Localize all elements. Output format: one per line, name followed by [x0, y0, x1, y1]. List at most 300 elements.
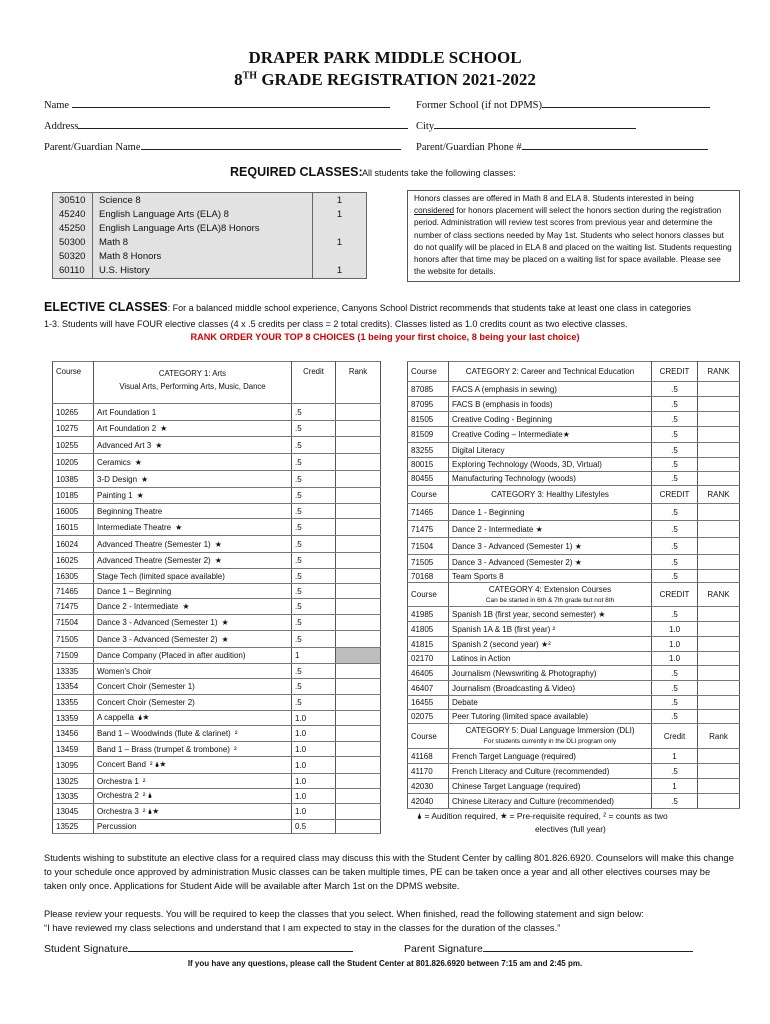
course-credit: .5 [652, 607, 698, 622]
category5-rank: Rank [698, 724, 740, 749]
course-code: 71505 [53, 631, 94, 648]
course-name-text: Concert Band [97, 760, 146, 769]
course-code: 13025 [53, 774, 94, 789]
table-row [53, 569, 381, 584]
course-credit: .5 [652, 666, 698, 681]
rank-input[interactable] [336, 804, 381, 820]
table-row [53, 726, 381, 742]
course-name: Journalism (Newswriting & Photography) [449, 666, 652, 681]
course-credit: .5 [292, 437, 336, 454]
rank-input[interactable] [698, 652, 740, 666]
city-field[interactable] [416, 121, 636, 132]
course-credit: 1.0 [292, 789, 336, 804]
course-marks: ² 🌢★ [142, 806, 159, 816]
rank-input[interactable] [698, 538, 740, 555]
table-row [408, 427, 740, 443]
category3-course: Course [408, 486, 449, 504]
course-name-text: Orchestra 3 [97, 806, 139, 816]
right-col-credit: CREDIT [652, 362, 698, 382]
required-credits-cell [313, 193, 367, 279]
course-credit: .5 [292, 695, 336, 711]
elective-heading: ELECTIVE CLASSES [44, 300, 168, 314]
table-row [53, 615, 381, 631]
parent-name-field[interactable] [44, 142, 401, 153]
review-instruction: Please review your requests. You will be required to keep the classes that you select. When finished, read the following statement and sign below: [44, 909, 644, 919]
table-row [53, 774, 381, 789]
course-credit: 1.0 [292, 804, 336, 820]
elective-line2: 1-3. Students will have FOUR elective classes (4 x .5 credits per class = 2 total credits). Classes listed as 1.0 credits count as two elective classes. [44, 319, 628, 329]
table-row [408, 412, 740, 427]
table-row [408, 521, 740, 538]
required-credit: 1 [336, 265, 343, 276]
course-name-text: Orchestra 1 [97, 776, 139, 786]
table-row [53, 820, 381, 834]
category5-header-title: CATEGORY 5: Dual Language Immersion (DLI) [465, 726, 635, 735]
course-marks: ² 🌢★ [149, 760, 167, 769]
table-row [53, 664, 381, 679]
honors-note-text: Honors classes are offered in Math 8 and ELA 8. Students interested in being [414, 194, 694, 203]
category4-header [449, 583, 652, 607]
rank-input[interactable] [336, 664, 381, 679]
legend-prerequisite: ★ = Pre-requisite required, [500, 811, 601, 821]
required-code: 50320 [59, 251, 86, 262]
course-credit: .5 [292, 584, 336, 599]
table-row [53, 584, 381, 599]
course-credit: 1.0 [652, 622, 698, 637]
course-name: Exploring Technology (Woods, 3D, Virtual) [449, 458, 652, 472]
course-code: 41815 [408, 637, 449, 652]
course-name [94, 664, 292, 679]
required-code: 45250 [59, 223, 86, 234]
course-marks: ² [233, 744, 237, 754]
name-label: Name [44, 100, 70, 111]
category5-header [449, 724, 652, 749]
course-code: 13456 [53, 726, 94, 742]
category1-title: CATEGORY 1: Arts [158, 369, 227, 378]
rank-input[interactable] [698, 607, 740, 622]
course-name [94, 695, 292, 711]
course-code: 81505 [408, 412, 449, 427]
student-signature-label: Student Signature [44, 943, 129, 955]
course-code: 02075 [408, 710, 449, 724]
course-name: Creative Coding - Beginning [449, 412, 652, 427]
course-credit: 1 [652, 749, 698, 764]
rank-input[interactable] [698, 504, 740, 521]
table-row [408, 794, 740, 809]
course-name-text: Painting 1 [97, 491, 133, 500]
course-credit: .5 [652, 794, 698, 809]
rank-input[interactable] [336, 789, 381, 804]
table-row [53, 454, 381, 471]
category-header-row [408, 486, 740, 504]
rank-input[interactable] [698, 412, 740, 427]
course-code: 46407 [408, 681, 449, 696]
rank-input[interactable] [698, 555, 740, 570]
course-code: 42040 [408, 794, 449, 809]
course-marks: ★ [136, 491, 144, 500]
course-marks: ★ [221, 618, 229, 627]
course-code: 71504 [53, 615, 94, 631]
course-name [94, 488, 292, 504]
rank-input[interactable] [336, 615, 381, 631]
table-row [408, 764, 740, 779]
parent-signature-label: Parent Signature [404, 943, 483, 955]
rank-input[interactable] [698, 458, 740, 472]
course-credit: 1.0 [652, 637, 698, 652]
course-name: French Literacy and Culture (recommended) [449, 764, 652, 779]
rank-input[interactable] [698, 749, 740, 764]
course-code: 13459 [53, 742, 94, 757]
course-code: 10385 [53, 471, 94, 488]
category5-course: Course [408, 724, 449, 749]
parent-phone-label: Parent/Guardian Phone # [416, 142, 522, 153]
left-col-rank: Rank [336, 362, 381, 404]
course-name: Digital Literacy [449, 443, 652, 458]
left-col-credit: Credit [292, 362, 336, 404]
category5-header-subtitle: For students currently in the DLI program only [483, 738, 617, 745]
course-code: 16015 [53, 519, 94, 536]
address-field[interactable] [44, 121, 408, 132]
course-name-text: Concert Choir (Semester 2) [97, 698, 195, 707]
course-name [94, 471, 292, 488]
rank-input[interactable] [698, 681, 740, 696]
category4-course: Course [408, 583, 449, 607]
course-name: French Target Language (required) [449, 749, 652, 764]
course-name-text: Percussion [97, 822, 137, 831]
course-code: 13354 [53, 679, 94, 695]
course-name [94, 599, 292, 615]
category4-header-subtitle: Can be started in 6th & 7th grade but not 8th [485, 596, 615, 604]
course-name: Dance 2 - Intermediate ★ [449, 521, 652, 538]
rank-input[interactable] [698, 472, 740, 486]
course-code: 41168 [408, 749, 449, 764]
course-marks: ★ [214, 539, 222, 549]
city-label: City [416, 121, 435, 132]
course-name-text: Dance 3 - Advanced (Semester 2) [97, 634, 218, 644]
course-name: Dance 3 - Advanced (Semester 1) ★ [449, 538, 652, 555]
course-name: Latinos in Action [449, 652, 652, 666]
required-heading: REQUIRED CLASSES: [230, 165, 363, 179]
required-classes-table [52, 192, 367, 279]
course-name-text: Advanced Art 3 [97, 440, 152, 450]
categories-2-5-table [407, 361, 740, 809]
required-credit: 1 [336, 209, 343, 220]
rank-input[interactable] [336, 584, 381, 599]
course-code: 71465 [53, 584, 94, 599]
course-code: 13335 [53, 664, 94, 679]
course-name [94, 757, 292, 774]
required-credit [319, 250, 360, 264]
course-marks: 🌢★ [137, 713, 150, 722]
course-code: 71475 [408, 521, 449, 538]
rank-input[interactable] [698, 427, 740, 443]
course-marks: ★ [175, 522, 183, 532]
course-credit: .5 [652, 472, 698, 486]
category-header-row [408, 362, 740, 382]
course-name: Spanish 1A & 1B (first year) ² [449, 622, 652, 637]
table-row [53, 695, 381, 711]
table-row [53, 404, 381, 421]
course-code: 80455 [408, 472, 449, 486]
rank-input[interactable] [336, 631, 381, 648]
rank-input[interactable] [336, 437, 381, 454]
course-code: 42030 [408, 779, 449, 794]
rank-input[interactable] [698, 443, 740, 458]
course-code: 13355 [53, 695, 94, 711]
course-code: 16455 [408, 696, 449, 710]
table-row [53, 421, 381, 437]
course-code: 41170 [408, 764, 449, 779]
table-row [53, 536, 381, 553]
course-credit: .5 [292, 536, 336, 553]
course-name: Debate [449, 696, 652, 710]
required-code: 60110 [59, 265, 85, 276]
course-credit: .5 [292, 553, 336, 569]
course-name: Spanish 1B (first year, second semester) ★ [449, 607, 652, 622]
course-name: Journalism (Broadcasting & Video) [449, 681, 652, 696]
course-name [94, 504, 292, 519]
rank-input[interactable] [336, 488, 381, 504]
rank-input[interactable] [698, 710, 740, 724]
table-row [408, 472, 740, 486]
rank-input[interactable] [336, 599, 381, 615]
course-credit: .5 [652, 710, 698, 724]
rank-input[interactable] [336, 679, 381, 695]
rank-input[interactable] [698, 696, 740, 710]
course-name [94, 711, 292, 726]
course-code: 71465 [408, 504, 449, 521]
legend-audition: 🌢 = Audition required, [417, 811, 498, 821]
rank-input[interactable] [336, 471, 381, 488]
course-code: 13095 [53, 757, 94, 774]
rank-input[interactable] [336, 519, 381, 536]
table-row [53, 789, 381, 804]
table-row [53, 519, 381, 536]
elective-intro [44, 300, 691, 314]
course-credit: .5 [292, 488, 336, 504]
table-row [408, 504, 740, 521]
course-name [94, 726, 292, 742]
table-row [408, 458, 740, 472]
course-name-text: A cappella [97, 713, 134, 722]
category3-credit: CREDIT [652, 486, 698, 504]
course-credit: .5 [292, 631, 336, 648]
questions-note: If you have any questions, please call the Student Center at 801.826.6920 between 7:15 am and 2:45 pm. [187, 959, 583, 968]
honors-note-underlined: considered [414, 206, 455, 216]
rank-input[interactable] [698, 794, 740, 809]
required-class-name: English Language Arts (ELA) 8 [99, 209, 229, 220]
rank-input[interactable] [698, 622, 740, 637]
course-code: 71505 [408, 555, 449, 570]
right-col-course: Course [408, 362, 449, 382]
rank-input[interactable] [336, 757, 381, 774]
category4-rank: RANK [698, 583, 740, 607]
course-name: Dance 1 - Beginning [449, 504, 652, 521]
course-credit: .5 [652, 443, 698, 458]
course-name-text: Dance 1 – Beginning [97, 586, 172, 596]
category-header-row [408, 724, 740, 749]
required-class-name: U.S. History [99, 265, 150, 276]
category3-rank: RANK [698, 486, 740, 504]
rank-input[interactable] [336, 569, 381, 584]
rank-input[interactable] [336, 726, 381, 742]
required-codes-cell [53, 193, 93, 279]
student-signature-field[interactable] [44, 943, 353, 955]
table-row [408, 749, 740, 764]
course-code: 13359 [53, 711, 94, 726]
rank-input[interactable] [336, 536, 381, 553]
course-name [94, 404, 292, 421]
required-credit: 1 [336, 195, 343, 206]
former-school-field[interactable] [416, 100, 710, 111]
table-row [53, 679, 381, 695]
honors-note [407, 190, 740, 282]
course-marks: ★ [155, 440, 163, 450]
parent-phone-field[interactable] [416, 142, 708, 153]
school-title: DRAPER PARK MIDDLE SCHOOL [248, 48, 522, 67]
course-name [94, 615, 292, 631]
rank-input[interactable] [698, 779, 740, 794]
course-marks: ★ [182, 602, 190, 611]
category1-header [94, 362, 292, 404]
table-row [408, 382, 740, 397]
course-credit: .5 [652, 521, 698, 538]
course-code: 41985 [408, 607, 449, 622]
course-name: FACS B (emphasis in foods) [449, 397, 652, 412]
course-marks: ² 🌢 [142, 791, 153, 800]
course-name [94, 631, 292, 648]
course-credit: .5 [652, 412, 698, 427]
registration-title [0, 70, 770, 90]
course-credit: .5 [292, 615, 336, 631]
course-name: Peer Tutoring (limited space available) [449, 710, 652, 724]
course-code: 10185 [53, 488, 94, 504]
table-row [408, 696, 740, 710]
course-credit: 1.0 [292, 774, 336, 789]
course-credit: .5 [292, 664, 336, 679]
table-row [408, 538, 740, 555]
table-row [53, 599, 381, 615]
rank-input[interactable] [336, 742, 381, 757]
rank-input[interactable] [336, 711, 381, 726]
course-name-text: Band 1 – Brass (trumpet & trombone) [97, 744, 230, 754]
course-name [94, 421, 292, 437]
category2-title: CATEGORY 2: Career and Technical Education [449, 362, 652, 382]
course-marks: ★ [134, 457, 142, 467]
rank-input[interactable] [336, 404, 381, 421]
rank-input[interactable] [698, 666, 740, 681]
parent-signature-field[interactable] [404, 943, 693, 955]
course-code: 87085 [408, 382, 449, 397]
course-marks: ² [142, 776, 146, 786]
rank-input[interactable] [336, 695, 381, 711]
grade-number: 8 [234, 70, 243, 89]
course-name-text: Art Foundation 1 [97, 407, 157, 417]
course-code: 02170 [408, 652, 449, 666]
course-code: 16305 [53, 569, 94, 584]
rank-input[interactable] [336, 820, 381, 834]
course-code: 13035 [53, 789, 94, 804]
course-code: 70168 [408, 570, 449, 583]
course-name: Creative Coding – Intermediate★ [449, 427, 652, 443]
rank-input[interactable] [698, 382, 740, 397]
rank-input[interactable] [336, 553, 381, 569]
rank-input[interactable] [698, 570, 740, 583]
course-marks: ² [234, 729, 238, 738]
rank-input[interactable] [336, 774, 381, 789]
course-credit: .5 [292, 404, 336, 421]
table-row [53, 648, 381, 664]
course-name-text: Dance Company (Placed in after audition) [97, 651, 246, 660]
name-field[interactable] [44, 100, 390, 111]
course-credit: 1 [292, 648, 336, 664]
course-name-text: Art Foundation 2 [97, 424, 157, 433]
table-row [53, 631, 381, 648]
table-row [53, 553, 381, 569]
rank-input[interactable] [698, 764, 740, 779]
course-name [94, 648, 292, 664]
course-name-text: Advanced Theatre (Semester 2) [97, 556, 211, 565]
table-row [408, 570, 740, 583]
course-code: 16024 [53, 536, 94, 553]
course-credit: 1.0 [292, 711, 336, 726]
course-name [94, 437, 292, 454]
rank-input[interactable] [336, 648, 381, 664]
course-credit: 1.0 [292, 742, 336, 757]
course-code: 83255 [408, 443, 449, 458]
course-marks: ★ [221, 634, 229, 644]
table-row [408, 397, 740, 412]
legend-counts-two: ² = counts as two [603, 811, 668, 821]
course-name-text: Ceramics [97, 457, 131, 467]
course-credit: .5 [292, 421, 336, 437]
course-marks: ★ [141, 474, 149, 484]
table-row [53, 488, 381, 504]
rank-input[interactable] [336, 454, 381, 471]
course-name-text: Orchestra 2 [97, 791, 139, 800]
rank-input[interactable] [336, 421, 381, 437]
course-code: 71509 [53, 648, 94, 664]
address-label: Address [44, 121, 79, 132]
course-name [94, 820, 292, 834]
rank-input[interactable] [698, 521, 740, 538]
course-credit: .5 [652, 681, 698, 696]
table-row [408, 681, 740, 696]
table-row [53, 471, 381, 488]
rank-input[interactable] [336, 504, 381, 519]
table-row [408, 710, 740, 724]
former-school-label: Former School (if not DPMS) [416, 100, 542, 111]
course-code: 81509 [408, 427, 449, 443]
table-row [53, 742, 381, 757]
table-row [408, 779, 740, 794]
course-credit: .5 [292, 454, 336, 471]
course-name-text: Dance 2 - Intermediate [97, 602, 179, 611]
course-credit: .5 [652, 504, 698, 521]
course-name-text: 3-D Design [97, 474, 138, 484]
required-class-name: Math 8 Honors [99, 251, 162, 262]
rank-input[interactable] [698, 637, 740, 652]
course-name: Dance 3 - Advanced (Semester 2) ★ [449, 555, 652, 570]
course-code: 16005 [53, 504, 94, 519]
course-credit: .5 [292, 679, 336, 695]
course-credit: .5 [292, 519, 336, 536]
course-credit: 1 [652, 779, 698, 794]
course-credit: .5 [652, 696, 698, 710]
course-code: 71504 [408, 538, 449, 555]
course-credit: .5 [652, 382, 698, 397]
rank-input[interactable] [698, 397, 740, 412]
